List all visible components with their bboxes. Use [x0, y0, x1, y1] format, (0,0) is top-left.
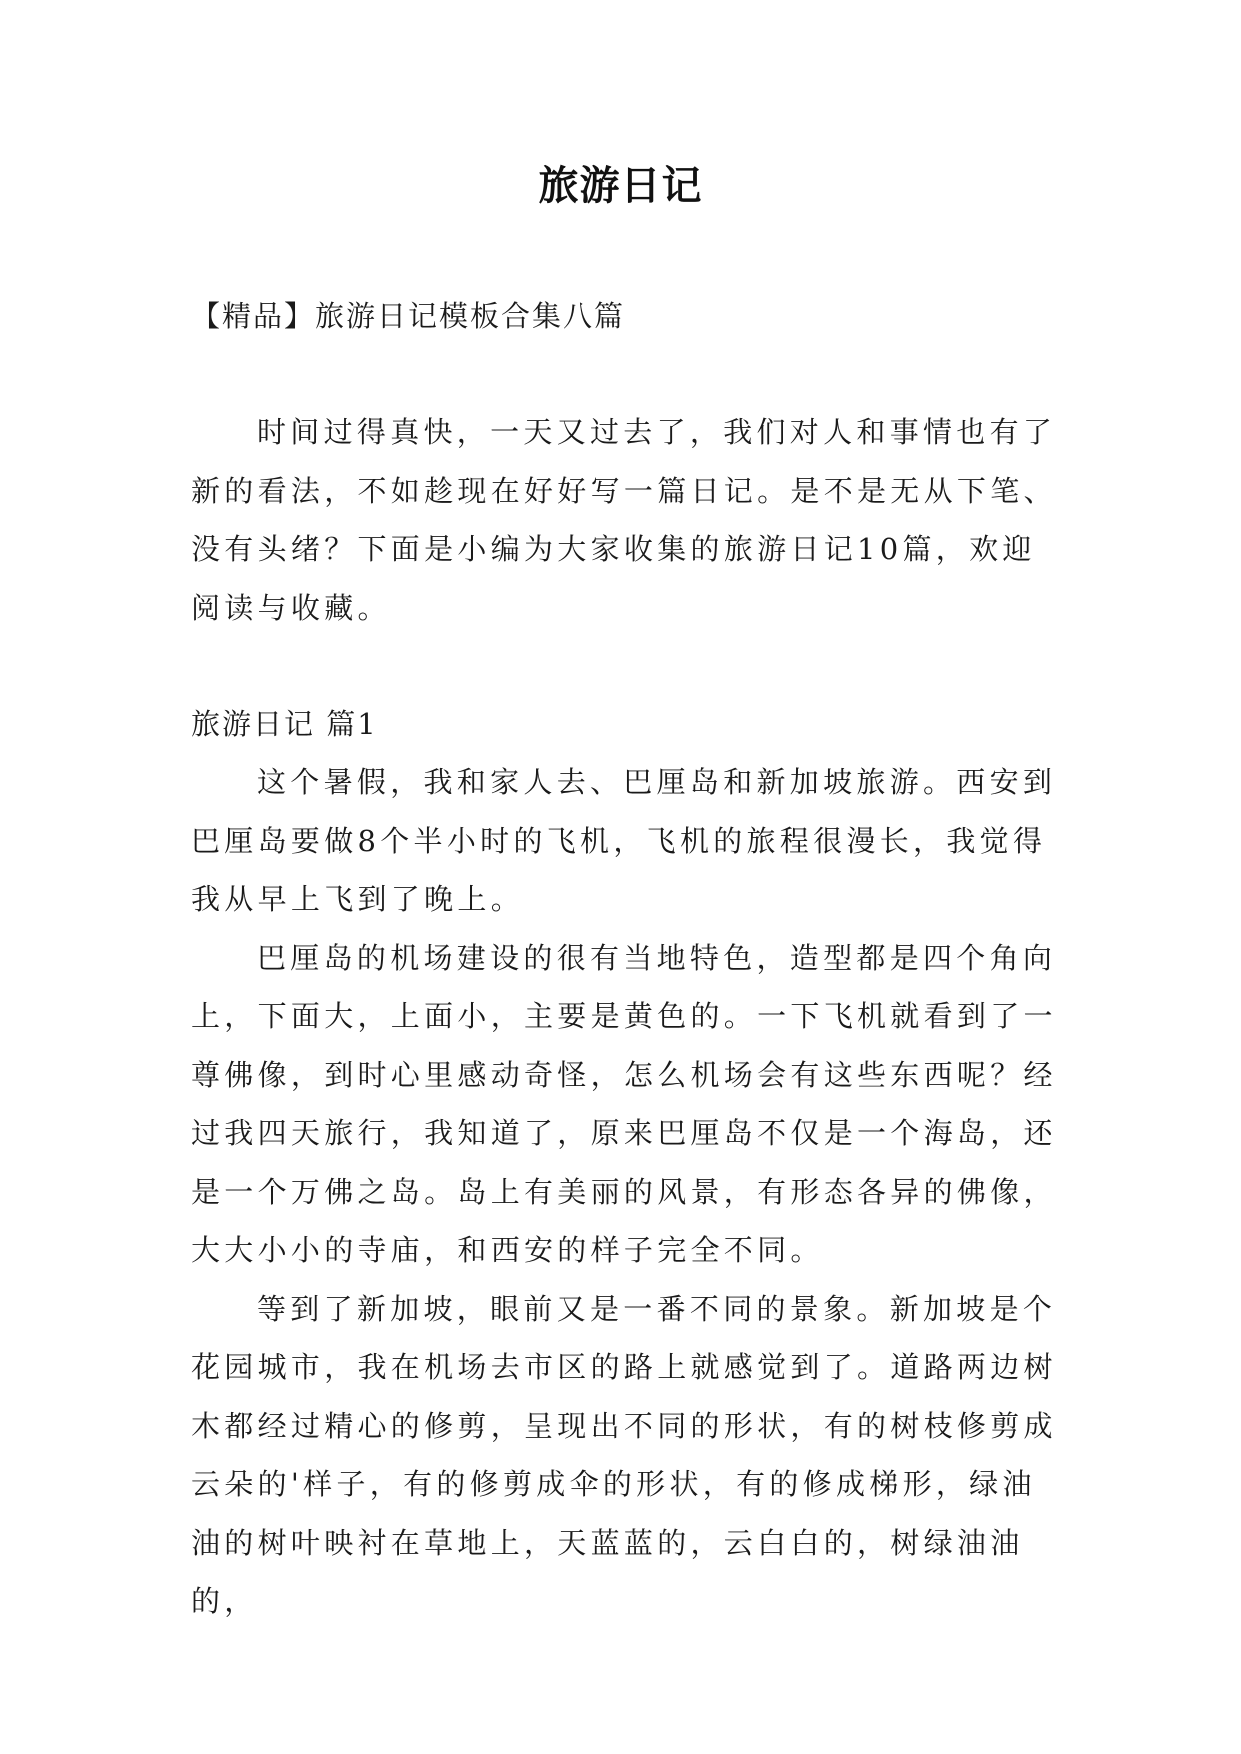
body-paragraph-3: 等到了新加坡，眼前又是一番不同的景象。新加坡是个花园城市，我在机场去市区的路上就感觉到了。道路两边树木都经过精心的修剪，呈现出不同的形状，有的树枝修剪成云朵的'样子，有的修剪成伞的形状，有的修成梯形，绿油油的树叶映衬在草地上，天蓝蓝的，云白白的，树绿油油的， — [191, 1291, 1057, 1618]
document-title: 旅游日记 — [538, 163, 703, 209]
intro-block — [191, 403, 1063, 637]
body-paragraph-1: 这个暑假，我和家人去、巴厘岛和新加坡旅游。西安到巴厘岛要做8个半小时的飞机，飞机的旅程很漫长，我觉得我从早上飞到了晚上。 — [191, 765, 1057, 916]
section-heading: 旅游日记 篇1 — [191, 707, 378, 741]
document-subtitle: 【精品】旅游日记模板合集八篇 — [191, 299, 626, 333]
intro-paragraph: 时间过得真快，一天又过去了，我们对人和事情也有了新的看法，不如趁现在好好写一篇日记。是不是无从下笔、没有头绪？下面是小编为大家收集的旅游日记10篇，欢迎阅读与收藏。 — [191, 415, 1057, 625]
body-paragraph-2: 巴厘岛的机场建设的很有当地特色，造型都是四个角向上，下面大，上面小，主要是黄色的。一下飞机就看到了一尊佛像，到时心里感动奇怪，怎么机场会有这些东西呢？经过我四天旅行，我知道了，原来巴厘岛不仅是一个海岛，还是一个万佛之岛。岛上有美丽的风景，有形态各异的佛像，大大小小的寺庙，和西安的样子完全不同。 — [191, 940, 1057, 1267]
body-text — [191, 753, 1063, 1631]
